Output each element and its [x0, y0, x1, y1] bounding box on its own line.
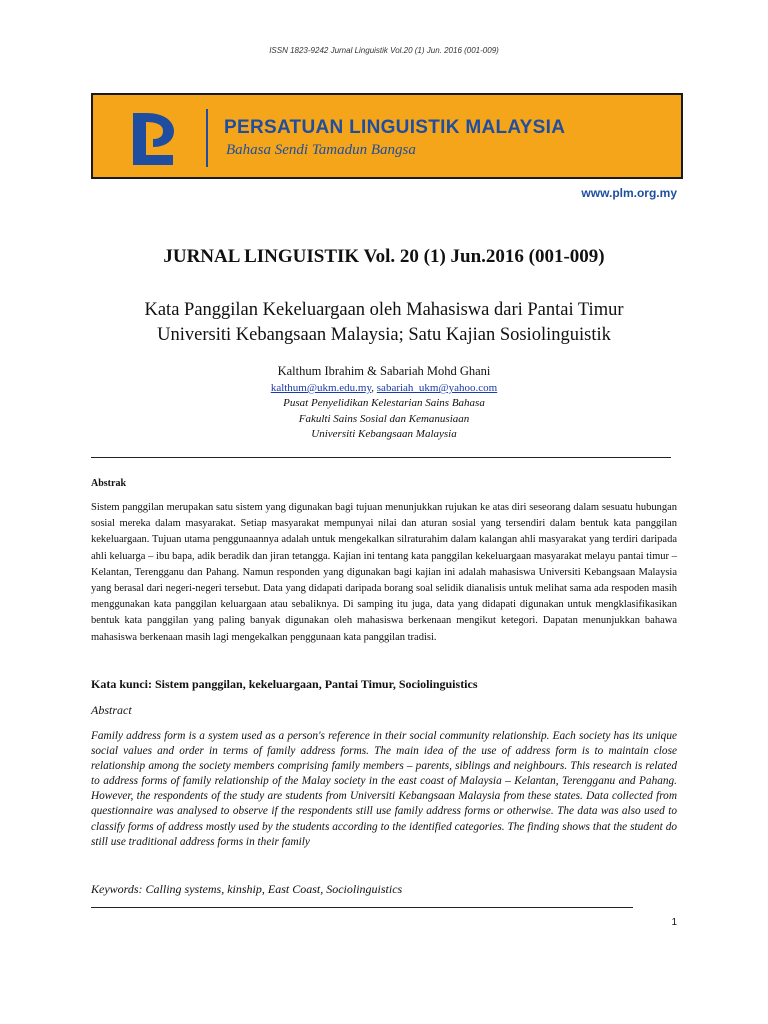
- affiliation-line-1: Pusat Penyelidikan Kelestarian Sains Bahasa: [283, 397, 485, 409]
- banner-divider: [206, 109, 208, 167]
- abstrak-body: Sistem panggilan merupakan satu sistem yang digunakan bagi tujuan menunjukkan rujukan ke atas diri seseorang dalam sesuatu hubungan sosial mereka dalam masyarakat. Setiap masyarakat mempunyai nilai dan aturan sosial yang tersendiri dalam bentuk kata panggilan kekeluargaan. Tujuan utama penggunaannya adalah untuk mengekalkan silraturahim dalam kalangan ahli masyarakat yang terdiri daripada ahli keluarga – ibu bapa, adik beradik dan jiran tetangga. Kajian ini tentang kata panggilan kekeluargaan masyarakat melayu pantai timur – Kelantan, Terengganu dan Pahang. Namun responden yang digunakan bagi kajian ini adalah mahasiswa Universiti Kebangsaan Malaysia yang berasal dari negeri-negeri tersebut. Data yang didapati daripada borang soal selidik dianalisis untuk melihat sama ada respoden masih menggunakan kata panggilan keluargaan atau sebaliknya. Di samping itu juga, data yang didapati digunakan untuk mengklasifikasikan bentuk kata panggilan yang paling banyak digunakan oleh mahasiswa berkenaan mengikut ketegori. Dapatan menunjukkan bahawa mahasiswa berkenaan masih lagi mengekalkan penggunaan kata panggilan tradisi.: [91, 502, 677, 643]
- header-divider: [91, 457, 671, 458]
- article-title-line-1: Kata Panggilan Kekeluargaan oleh Mahasiswa dari Pantai Timur: [144, 300, 624, 320]
- author-emails: [0, 382, 768, 394]
- page-number: 1: [671, 917, 677, 928]
- running-head: ISSN 1823-9242 Jurnal Linguistik Vol.20 (1) Jun. 2016 (001-009): [269, 46, 499, 55]
- author-names: Kalthum Ibrahim & Sabariah Mohd Ghani: [277, 364, 491, 378]
- organization-motto: Bahasa Sendi Tamadun Bangsa: [226, 142, 416, 158]
- abstract-heading: Abstract: [91, 703, 132, 717]
- journal-title: JURNAL LINGUISTIK Vol. 20 (1) Jun.2016 (001-009): [163, 246, 605, 267]
- email-link-kalthum[interactable]: kalthum@ukm.edu.my: [270, 382, 372, 394]
- organization-name: PERSATUAN LINGUISTIK MALAYSIA: [224, 117, 566, 138]
- email-link-sabariah[interactable]: sabariah_ukm@yahoo.com: [376, 382, 498, 394]
- plm-banner: [91, 93, 683, 179]
- keywords: Keywords: Calling systems, kinship, East Coast, Sociolinguistics: [91, 882, 403, 896]
- footer-divider: [91, 907, 633, 908]
- affiliation-line-2: Fakulti Sains Sosial dan Kemanusiaan: [298, 413, 470, 425]
- abstrak-heading: Abstrak: [91, 478, 127, 489]
- website-link[interactable]: www.plm.org.my: [581, 186, 677, 200]
- abstract-body: Family address form is a system used as a person's reference in their social community relationship. Each society has its unique social values and order in terms of family address forms. The main idea of the use of address form is to maintain close relationship among the society members comprising family members – parents, siblings and neighbours. This research is related to address forms of family relationship of the Malay society in the east coast of Malaysia – Kelantan, Terengganu and Pahang. However, the respondents of the study are students from Universiti Kebangsaan Malaysia from these states. Data collected from questionnaire was analysed to observe if the respondents still use family address forms or otherwise. The data was also used to classify forms of address mostly used by the students according to the identified categories. The finding shows that the student do still use traditional address forms in their family: [91, 730, 677, 848]
- article-title-line-2: Universiti Kebangsaan Malaysia; Satu Kajian Sosiolinguistik: [157, 325, 611, 345]
- affiliation-line-3: Universiti Kebangsaan Malaysia: [311, 428, 457, 440]
- kata-kunci: Kata kunci: Sistem panggilan, kekeluargaan, Pantai Timur, Sociolinguistics: [91, 677, 478, 691]
- plm-logo-icon: [127, 111, 177, 167]
- article-title: [0, 298, 768, 348]
- email-separator: ,: [371, 382, 377, 394]
